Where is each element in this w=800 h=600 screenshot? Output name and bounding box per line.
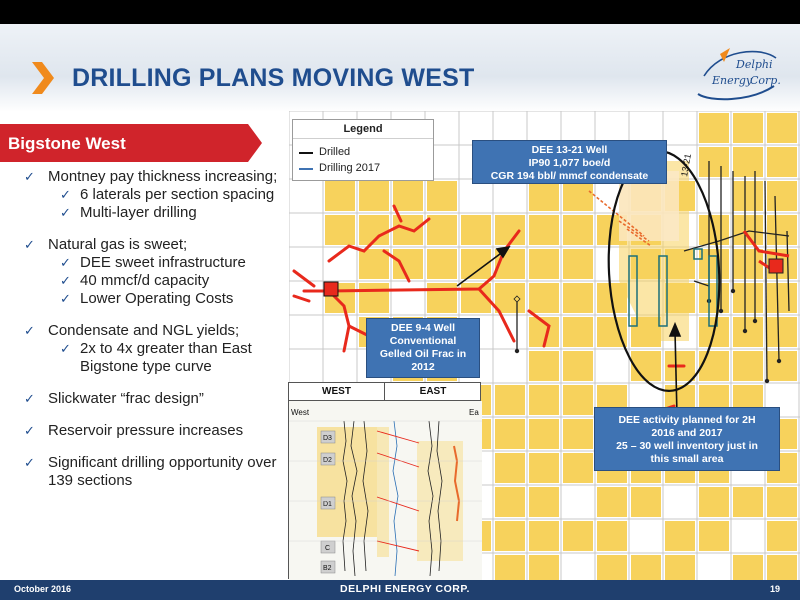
map-legend	[292, 119, 434, 181]
bullet-item: ✓ Reservoir pressure increases	[24, 422, 244, 439]
check-icon: ✓	[60, 273, 71, 288]
bullet-item: ✓ Significant drilling opportunity over 139 sections	[24, 454, 277, 489]
drilling-line-icon	[299, 168, 313, 170]
check-icon: ✓	[60, 291, 71, 306]
svg-text:Delphi: Delphi	[736, 58, 773, 71]
page-number: 19	[770, 584, 781, 594]
callout-dee-activity: DEE activity planned for 2H 2016 and 2017 25 – 30 well inventory just in this small area	[594, 407, 780, 471]
legend-drilled: Drilled	[319, 146, 351, 158]
zone-d3: D3	[323, 435, 332, 442]
check-icon: ✓	[24, 391, 35, 406]
zone-b2: B2	[323, 565, 332, 572]
check-icon: ✓	[60, 255, 71, 270]
check-icon: ✓	[60, 187, 71, 202]
check-icon: ✓	[24, 169, 35, 184]
check-icon: ✓	[60, 341, 71, 356]
bullet-list	[20, 168, 290, 490]
footer-date: October 2016	[14, 584, 72, 594]
sub-bullet-item: ✓ Lower Operating Costs	[60, 290, 234, 307]
check-icon: ✓	[24, 323, 35, 338]
legend-drilling-2017: Drilling 2017	[319, 162, 381, 174]
company-logo	[690, 46, 782, 106]
sub-bullet-item: ✓ 6 laterals per section spacing	[60, 186, 275, 203]
check-icon: ✓	[24, 455, 35, 470]
sub-bullet-item: ✓ 40 mmcf/d capacity	[60, 272, 210, 289]
chevron-icon	[30, 60, 56, 96]
well-log-panel	[288, 382, 481, 579]
svg-text:Corp.: Corp.	[750, 74, 781, 87]
section-title: Bigstone West	[8, 134, 126, 153]
well-label: 13-21	[679, 152, 693, 178]
zone-d2: D2	[323, 457, 332, 464]
log-west-label: WEST	[289, 383, 385, 401]
check-icon: ✓	[24, 237, 35, 252]
legend-title: Legend	[343, 123, 383, 135]
sub-bullet-item: ✓ DEE sweet infrastructure	[60, 254, 246, 271]
zone-c: C	[325, 545, 331, 552]
callout-well-13-21: DEE 13-21 Well IP90 1,077 boe/d CGR 194 bbl/ mmcf condensate	[472, 140, 667, 184]
callout-well-9-4: DEE 9-4 Well Conventional Gelled Oil Frac in 2012	[366, 318, 480, 378]
zone-d1: D1	[323, 501, 332, 508]
log-east-small: Ea	[469, 408, 479, 417]
svg-text:Energy: Energy	[712, 74, 753, 87]
bullet-item: ✓ Montney pay thickness increasing;	[24, 168, 278, 185]
bullet-item: ✓ Condensate and NGL yields;	[24, 322, 240, 339]
top-black-bar	[0, 0, 800, 24]
log-west-small: West	[291, 408, 310, 417]
bullet-item: ✓ Natural gas is sweet;	[24, 236, 188, 253]
sub-bullet-item: ✓ 2x to 4x greater than East Bigstone type curve	[60, 340, 252, 375]
sub-bullet-item: ✓ Multi-layer drilling	[60, 204, 197, 221]
bullet-item: ✓ Slickwater “frac design”	[24, 390, 204, 407]
log-east-label: EAST	[385, 383, 481, 401]
page-title: DRILLING PLANS MOVING WEST	[72, 64, 475, 92]
check-icon: ✓	[24, 423, 35, 438]
drilled-line-icon	[299, 152, 313, 154]
footer-brand: DELPHI ENERGY CORP.	[340, 583, 470, 595]
check-icon: ✓	[60, 205, 71, 220]
